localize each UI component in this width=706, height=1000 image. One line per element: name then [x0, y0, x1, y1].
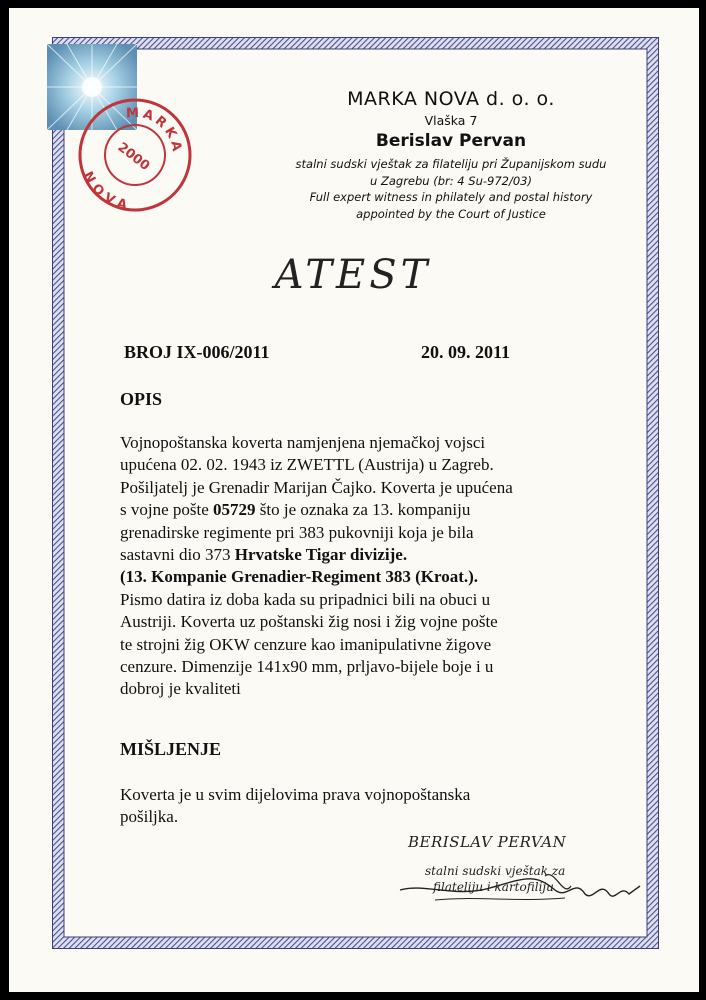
- opis-line: te strojni žig OKW cenzure kao imanipulativne žigove: [120, 634, 492, 654]
- opis-text: sastavni dio 373: [120, 545, 235, 565]
- signature-title-line: filateliju i kartofiliju: [433, 880, 554, 894]
- stamp-year: 2000: [114, 139, 153, 175]
- expert-desc-line: appointed by the Court of Justice: [356, 206, 546, 221]
- opis-text: s vojne pošte: [120, 500, 214, 520]
- company-stamp: [75, 95, 195, 215]
- opis-line: grenadirske regimente pri 383 pukovniji koja je bila: [120, 522, 474, 542]
- opis-line: Pošiljatelj je Grenadir Marijan Čajko. Koverta je upućena: [120, 477, 513, 497]
- opis-heading: OPIS: [120, 389, 163, 409]
- opis-line: Pismo datira iz doba kada su pripadnici bili na obuci u: [120, 589, 491, 609]
- opis-line: upućena 02. 02. 1943 iz ZWETTL (Austrija) u Zagreb.: [120, 455, 494, 475]
- opis-line: Vojnopoštanska koverta namjenjena njemačkoj vojsci: [120, 433, 486, 452]
- company-street: Vlaška 7: [424, 113, 478, 128]
- misljenje-line: Koverta je u svim dijelovima prava vojnopoštanska: [120, 785, 471, 804]
- opis-line: cenzure. Dimenzije 141x90 mm, prljavo-bijele boje i u: [120, 657, 494, 677]
- misljenje-heading: MIŠLJENJE: [120, 739, 222, 759]
- expert-description: [286, 156, 616, 222]
- stamp-top-text: MARKA: [125, 105, 185, 156]
- company-name: MARKA NOVA d. o. o.: [347, 88, 555, 110]
- expert-desc-line: u Zagrebu (br: 4 Su-972/03): [370, 173, 532, 188]
- opis-line: Austriji. Koverta uz poštanski žig nosi i žig vojne pošte: [120, 612, 498, 632]
- division-name: Hrvatske Tigar divizije.: [234, 545, 408, 565]
- stamp-bottom-text: NOVA: [79, 169, 132, 214]
- certificate-number: BROJ IX-006/2011: [124, 342, 270, 362]
- signature-title-line: stalni sudski vještak za: [425, 864, 566, 878]
- field-post-number: 05729: [213, 500, 256, 520]
- expert-desc-line: Full expert witness in philately and postal history: [309, 190, 593, 204]
- opis-body: [120, 432, 590, 701]
- opis-line: [120, 544, 590, 566]
- opis-line: (13. Kompanie Grenadier-Regiment 383 (Kroat.).: [120, 567, 479, 587]
- expert-desc-line: stalni sudski vještak za filateliju pri Županijskom sudu: [295, 157, 607, 171]
- opis-line: [120, 499, 590, 521]
- certificate-date: 20. 09. 2011: [421, 342, 511, 362]
- expert-name: Berislav Pervan: [375, 131, 527, 151]
- opis-line: dobroj je kvaliteti: [120, 679, 241, 699]
- document-title: ATEST: [274, 252, 432, 298]
- signature-name: BERISLAV PERVAN: [408, 833, 567, 851]
- opis-text: što je oznaka za 13. kompaniju: [255, 500, 471, 520]
- misljenje-body: [120, 784, 470, 829]
- misljenje-line: pošiljka.: [120, 807, 179, 827]
